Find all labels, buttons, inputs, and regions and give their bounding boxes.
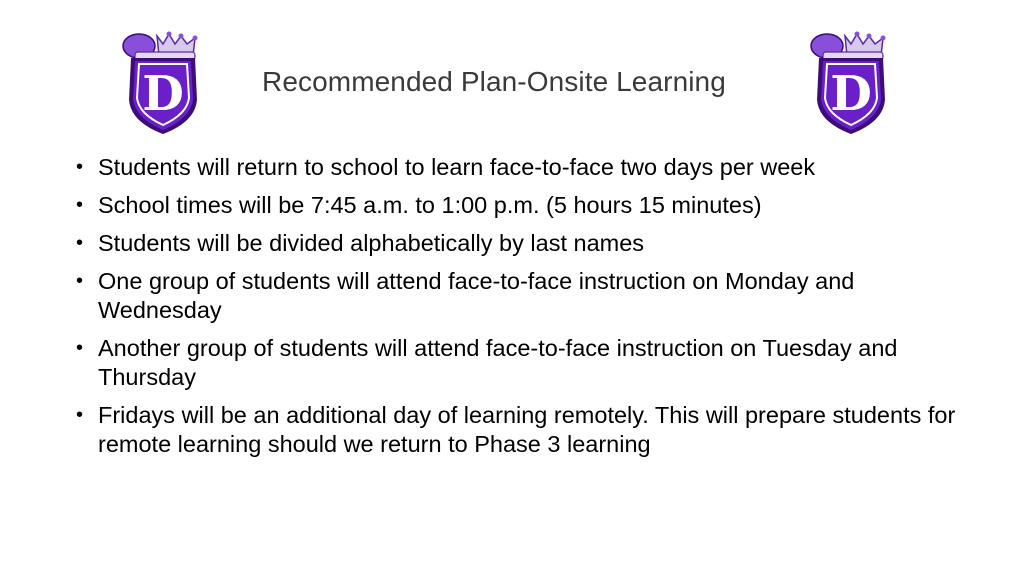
crowned-shield-crest-icon: [117, 30, 209, 138]
bullet-text: Students will be divided alphabetically by last names: [98, 230, 645, 256]
bullet-icon: •: [76, 156, 84, 178]
bullet-text: Another group of students will attend face-to-face instruction on Tuesday and Thursday: [98, 335, 898, 390]
crest-letter: D: [830, 66, 872, 122]
crowned-shield-crest-icon: [805, 30, 897, 138]
bullet-text: Students will return to school to learn face-to-face two days per week: [98, 154, 816, 180]
bullet-text: One group of students will attend face-to-face instruction on Monday and Wednesday: [98, 268, 855, 323]
crown-icon: [811, 32, 886, 61]
bullet-item: [76, 153, 956, 182]
bullet-item: [76, 334, 956, 392]
bullet-icon: •: [76, 404, 84, 426]
bullet-item: [76, 267, 956, 325]
bullet-item: [76, 229, 956, 258]
crest-letter: D: [142, 66, 184, 122]
bullet-icon: •: [76, 194, 84, 216]
bullet-item: [76, 191, 956, 220]
bullet-text: School times will be 7:45 a.m. to 1:00 p.m. (5 hours 15 minutes): [98, 192, 762, 218]
bullet-item: [76, 401, 956, 459]
school-crest-logo-right: [805, 30, 897, 138]
crown-icon: [123, 32, 198, 61]
bullet-text: Fridays will be an additional day of learning remotely. This will prepare students for remote learning should we return to Phase 3 learning: [98, 402, 956, 457]
bullet-icon: •: [76, 232, 84, 254]
bullet-list: [76, 153, 956, 468]
slide-title: Recommended Plan-Onsite Learning: [262, 66, 726, 97]
school-crest-logo-left: [117, 30, 209, 138]
bullet-icon: •: [76, 270, 84, 292]
bullet-icon: •: [76, 337, 84, 359]
